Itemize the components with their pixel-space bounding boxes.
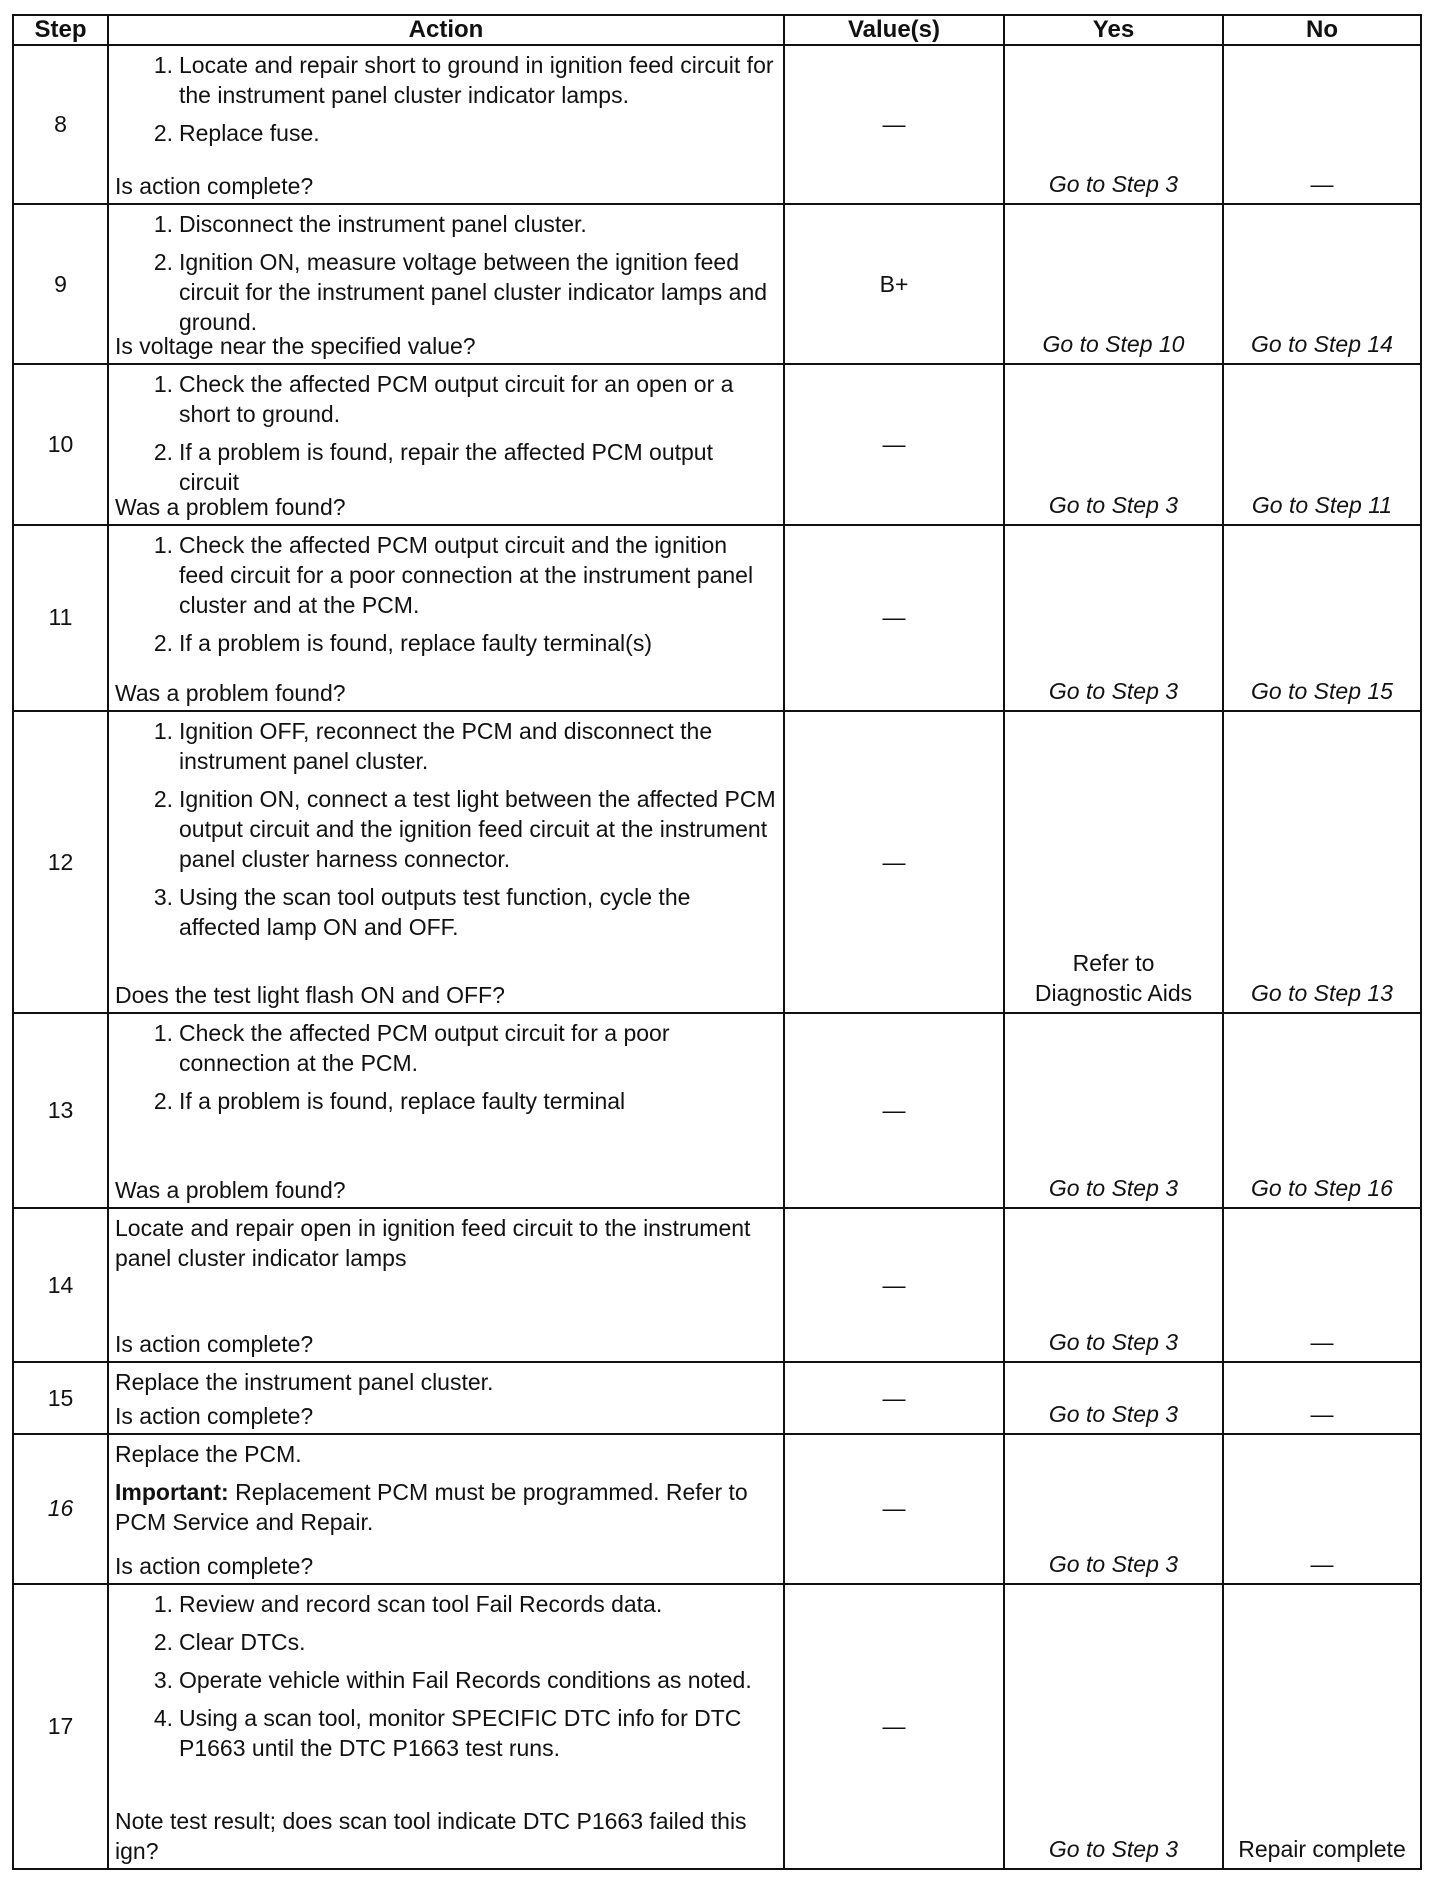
yes-cell [1004,45,1223,204]
action-item: 2. Ignition ON, connect a test light between the affected PCM output circuit and the ignition feed circuit at the instrument panel cluster harness connector. [153,786,776,873]
action-question: Was a problem found? [115,493,346,520]
action-item: 1. Locate and repair short to ground in ignition feed circuit for the instrument panel cluster indicator lamps. [153,52,774,108]
action-item: 2. If a problem is found, repair the affected PCM output circuit [153,439,713,496]
action-item: 1. Check the affected PCM output circuit for a poor connection at the PCM. [153,1019,670,1076]
no-result: Go to Step 15 [1251,678,1393,705]
no-cell [1223,364,1421,524]
action-cell [108,1013,784,1208]
step-number: 15 [13,1362,108,1434]
yes-result: Go to Step 3 [1048,1836,1179,1862]
table-row [13,204,1421,364]
value-cell: — [784,1362,1004,1434]
action-cell [108,1362,784,1434]
action-item: 1. Ignition OFF, reconnect the PCM and disconnect the instrument panel cluster. [153,718,713,775]
value-cell: B+ [784,204,1004,364]
no-cell [1223,1013,1421,1208]
no-result: — [1310,171,1334,198]
value-cell: — [784,364,1004,524]
action-cell [108,204,784,364]
action-item: 4. Using a scan tool, monitor SPECIFIC DTC info for DTC P1663 until the DTC P1663 test runs. [153,1704,742,1761]
no-result: Go to Step 14 [1251,331,1393,358]
value-cell: — [784,711,1004,1013]
action-item: 2. If a problem is found, replace faulty terminal(s) [153,629,652,656]
step-number: 13 [13,1013,108,1208]
table-row [13,525,1421,712]
step-number: 17 [13,1584,108,1869]
action-question: Is action complete? [115,173,314,200]
table-row [13,1208,1421,1362]
step-number: 12 [13,711,108,1013]
step-number: 11 [13,525,108,712]
action-item: 1. Disconnect the instrument panel cluster. [153,211,587,238]
action-question: Note test result; does scan tool indicate DTC P1663 failed this ign? [115,1808,747,1864]
no-result: Go to Step 16 [1251,1175,1393,1202]
action-question: Was a problem found? [115,680,346,707]
yes-result: Go to Step 3 [1048,1550,1179,1577]
action-cell [108,45,784,204]
action-cell [108,1434,784,1583]
action-cell [108,1208,784,1362]
yes-cell [1004,364,1223,524]
value-cell: — [784,1434,1004,1583]
value-cell: — [784,525,1004,712]
yes-result: Go to Step 3 [1048,678,1179,705]
important-text: Replacement PCM must be programmed. Refer to PCM Service and Repair. [115,1479,748,1536]
action-question: Was a problem found? [115,1177,346,1204]
no-cell [1223,45,1421,204]
no-cell [1223,525,1421,712]
value-cell: — [784,45,1004,204]
no-cell [1223,1434,1421,1583]
step-number: 14 [13,1208,108,1362]
action-question: Is voltage near the specified value? [115,333,476,360]
step-number: 8 [13,45,108,204]
no-result: — [1310,1401,1334,1428]
yes-cell [1004,1362,1223,1434]
no-cell [1223,711,1421,1013]
action-cell [108,525,784,712]
header-row [13,15,1421,45]
yes-cell [1004,711,1223,1013]
yes-cell [1004,525,1223,712]
header-values: Value(s) [784,15,1004,45]
value-cell: — [784,1208,1004,1362]
action-item: 1. Check the affected PCM output circuit for an open or a short to ground. [153,371,734,428]
yes-cell [1004,1013,1223,1208]
action-item: 1. Review and record scan tool Fail Records data. [153,1590,663,1617]
no-result: — [1310,1328,1334,1355]
step-number: 9 [13,204,108,364]
yes-result: Go to Step 3 [1048,1401,1179,1428]
yes-result: Go to Step 10 [1042,331,1185,358]
no-result: Go to Step 11 [1251,491,1393,518]
action-item: 2. Replace fuse. [153,120,320,146]
action-question: Is action complete? [115,1330,314,1357]
no-result: Repair complete [1238,1836,1406,1862]
no-cell [1223,1362,1421,1434]
no-cell [1223,1584,1421,1869]
yes-cell [1004,1434,1223,1583]
action-question: Is action complete? [115,1403,314,1430]
table-row [13,1584,1421,1869]
yes-cell [1004,204,1223,364]
yes-result: Go to Step 3 [1048,1328,1179,1355]
header-step: Step [13,15,108,45]
action-item: 3. Operate vehicle within Fail Records conditions as noted. [153,1666,752,1693]
action-question: Is action complete? [115,1552,314,1579]
step-number: 16 [13,1434,108,1583]
table-row [13,1362,1421,1434]
value-cell: — [784,1584,1004,1869]
table-row [13,1013,1421,1208]
action-item: 2. Clear DTCs. [153,1628,306,1655]
action-cell [108,711,784,1013]
header-action: Action [108,15,784,45]
action-item: 3. Using the scan tool outputs test function, cycle the affected lamp ON and OFF. [153,884,691,941]
no-result: — [1310,1550,1334,1577]
table-row [13,45,1421,204]
action-text: Replace the instrument panel cluster. [115,1368,494,1395]
table-row [13,1434,1421,1583]
header-yes: Yes [1004,15,1223,45]
yes-result: Go to Step 3 [1048,491,1179,518]
action-text: Replace the PCM. [115,1441,302,1468]
action-item: 1. Check the affected PCM output circuit and the ignition feed circuit for a poor connection at the instrument panel cluster and at the PCM. [153,531,754,618]
important-note [115,1477,777,1537]
no-cell [1223,204,1421,364]
no-result: Go to Step 13 [1251,979,1393,1006]
action-item: 2. If a problem is found, replace faulty terminal [153,1087,626,1114]
action-text: Locate and repair open in ignition feed circuit to the instrument panel cluster indicator lamps [115,1215,751,1272]
value-cell: — [784,1013,1004,1208]
important-label: Important: [115,1479,229,1506]
yes-result: Refer to Diagnostic Aids [1034,949,1193,1006]
table-row [13,711,1421,1013]
header-no: No [1223,15,1421,45]
no-cell [1223,1208,1421,1362]
diagnostic-table [12,14,1422,1870]
action-cell [108,364,784,524]
action-cell [108,1584,784,1869]
yes-cell [1004,1208,1223,1362]
action-question: Does the test light flash ON and OFF? [115,981,505,1008]
yes-result: Go to Step 3 [1048,1175,1179,1202]
step-number: 10 [13,364,108,524]
table-row [13,364,1421,524]
action-item: 2. Ignition ON, measure voltage between the ignition feed circuit for the instrument panel cluster indicator lamps and ground. [153,249,768,336]
yes-result: Go to Step 3 [1048,171,1179,198]
yes-cell [1004,1584,1223,1869]
